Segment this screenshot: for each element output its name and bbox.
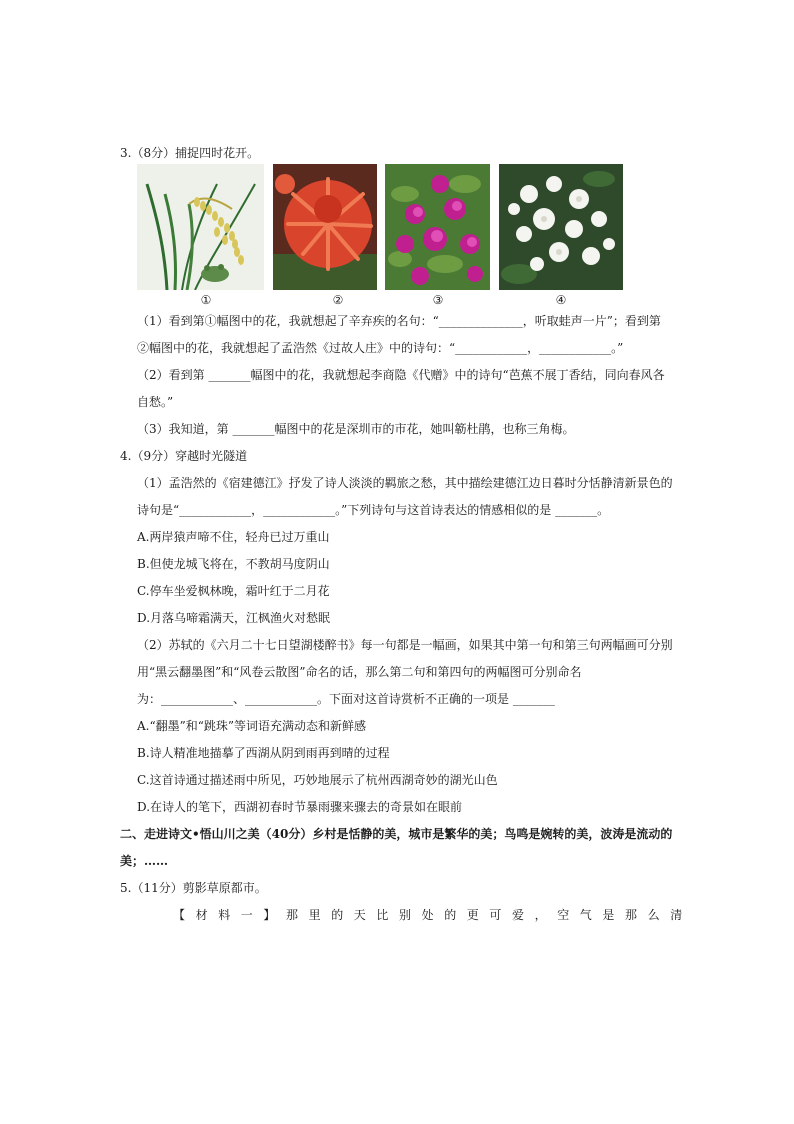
q4-part2-option-c: C.这首诗通过描述雨中所见，巧妙地展示了杭州西湖奇妙的湖光山色 <box>137 773 498 787</box>
q4-option-d: D.月落乌啼霜满天，江枫渔火对愁眠 <box>137 611 331 625</box>
q3-title: 3.（8分）捕捉四时花开。 <box>120 146 260 160</box>
q4-part2-line1: （2）苏轼的《六月二十七日望湖楼醉书》每一句都是一幅画，如果其中第一句和第三句两幅画可分别 <box>137 638 673 652</box>
q4-option-b: B.但使龙城飞将在，不教胡马度阴山 <box>137 557 330 571</box>
bougainvillea-image <box>385 164 490 290</box>
white-flowers-image <box>499 164 623 290</box>
caption-1: ① <box>200 293 212 307</box>
q4-option-c: C.停车坐爱枫林晚，霜叶红于二月花 <box>137 584 330 598</box>
q3-part2-line2: 自愁。” <box>137 395 174 409</box>
q5-title: 5.（11分）剪影草原都市。 <box>120 881 267 895</box>
q4-part1-line2: 诗句是“____________，____________。”下列诗句与这首诗表达的情感相似的是 _______。 <box>137 503 610 517</box>
q3-part3: （3）我知道，第 _______幅图中的花是深圳市的市花，她叫簕杜鹃，也称三角梅。 <box>137 422 575 436</box>
q4-part2-option-d: D.在诗人的笔下，西湖初春时节暴雨骤来骤去的奇景如在眼前 <box>137 800 463 814</box>
caption-2: ② <box>332 293 344 307</box>
q4-part2-line3: 为：____________、____________。下面对这首诗赏析不正确的一项是 _______ <box>137 692 555 706</box>
rice-frog-image <box>137 164 264 290</box>
q4-part2-option-a: A.“翻墨”和“跳珠”等词语充满动态和新鲜感 <box>137 719 367 733</box>
q4-part2-line2: 用“黑云翻墨图”和“风卷云散图”命名的话，那么第二句和第四句的两幅图可分别命名 <box>137 665 582 679</box>
q4-title: 4.（9分）穿越时光隧道 <box>120 449 248 463</box>
q5-material1: 【材料一】那里的天比别处的更可爱，空气是那么清 <box>173 908 693 922</box>
section2-heading-line2: 美；…… <box>120 854 169 868</box>
caption-3: ③ <box>432 293 444 307</box>
q3-part2-line1: （2）看到第 _______幅图中的花，我就想起李商隐《代赠》中的诗句“芭蕉不展丁香结，同向春风各 <box>137 368 665 382</box>
caption-4: ④ <box>555 293 567 307</box>
q3-part1-line1: （1）看到第①幅图中的花，我就想起了辛弃疾的名句：“______________，听取蛙声一片”；看到第 <box>137 314 661 328</box>
chrysanthemum-image <box>273 164 377 290</box>
q4-option-a: A.两岸猿声啼不住，轻舟已过万重山 <box>137 530 330 544</box>
q4-part1-line1: （1）孟浩然的《宿建德江》抒发了诗人淡淡的羁旅之愁，其中描绘建德江边日暮时分恬静清新景色的 <box>137 476 673 490</box>
section2-heading-line1: 二、走进诗文•悟山川之美（40分）乡村是恬静的美，城市是繁华的美；鸟鸣是婉转的美，波涛是流动的 <box>120 827 673 841</box>
q4-part2-option-b: B.诗人精准地描摹了西湖从阴到雨再到晴的过程 <box>137 746 390 760</box>
q3-part1-line2: ②幅图中的花，我就想起了孟浩然《过故人庄》中的诗句：“____________，____________。” <box>137 341 624 355</box>
